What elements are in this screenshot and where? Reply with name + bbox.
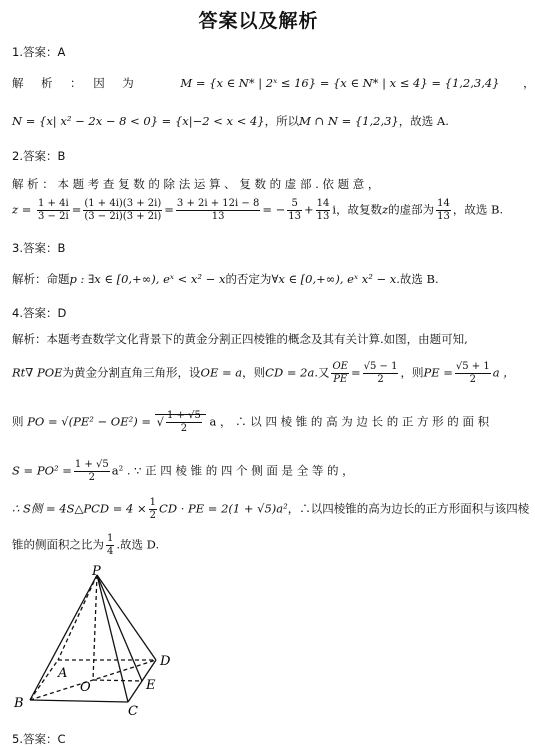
- q4-explanation-line4: S = PO² = $\frac{1 + √5}{2}$ a² . ∵ 正 四 棱 锥 的 四 个 侧 面 是 全 等 的 ，: [12, 459, 354, 483]
- edge-BA: [30, 660, 58, 700]
- q1-answer: 1.答案：A: [12, 45, 66, 59]
- page-title: 答案以及解析: [198, 10, 319, 32]
- pyramid-figure: [0, 564, 200, 719]
- q5-answer: 5.答案：C: [12, 732, 66, 746]
- q3-explanation: 解析：命题p : ∃x ∈ [0,+∞), eˣ < x² − x的否定为∀x ∈ [0,+∞), eˣ x² − x.故选 B.: [12, 272, 439, 286]
- q2-explanation-line2: z = $\frac{1 + 4i}{3 - 2i}$ = $\frac{(1 + 4i)(3 + 2i)}{(3 - 2i)(3 + 2i)}$ = $\frac{3 + 2i + 12i - 8}{13}$ = − $\frac{5}{13}$ + $\frac{14}{13}$ i，故复数z的虚部为 $\frac{14}{13}$ ，故选 B.: [12, 198, 504, 222]
- label-O: O: [80, 680, 91, 695]
- q4-explanation-line6: 锥的侧面积之比为 $\frac{1}{4}$ .故选 D.: [12, 533, 160, 557]
- label-C: C: [128, 704, 138, 719]
- edge-PD: [97, 575, 156, 660]
- q4-explanation-line2: Rt∇ POE为黄金分割直角三角形，设OE = a，则CD = 2a.又 $\frac{OE}{PE}$ = $\frac{√5 - 1}{2}$ ，则PE = $\frac{√5 + 1}{2}$ a ，: [12, 361, 515, 385]
- q1-explanation-line1: 解 析 ： 因 为 M = {x ∈ N* | 2ˣ ≤ 16} = {x ∈ N* | x ≤ 4} = {1,2,3,4} ，: [12, 76, 535, 90]
- q4-answer: 4.答案：D: [12, 306, 67, 320]
- q4-explanation-line3: 则 PO = √(PE² − OE²) = √ $\frac{1 + √5}{2}$ a ， ∴ 以 四 棱 锥 的 高 为 边 长 的 正 方 形 的 面 积: [12, 410, 490, 434]
- q3-answer: 3.答案：B: [12, 241, 66, 255]
- q2-explanation-line1: 解 析 ： 本 题 考 查 复 数 的 除 法 运 算 、 复 数 的 虚 部 . 依 题 意 ，: [12, 177, 380, 191]
- label-A: A: [58, 666, 68, 681]
- label-E: E: [146, 678, 156, 693]
- label-B: B: [14, 696, 24, 711]
- q4-explanation-line5: ∴ S侧 = 4S△PCD = 4 × $\frac{1}{2}$ CD · PE = 2(1 + √5)a²，∴以四棱锥的高为边长的正方形面积与该四棱: [12, 497, 530, 521]
- q1-explanation-line2: N = {x| x² − 2x − 8 < 0} = {x|−2 < x < 4}，所以M ∩ N = {1,2,3}，故选 A.: [12, 114, 449, 128]
- label-D: D: [160, 654, 171, 669]
- label-P: P: [92, 564, 101, 579]
- edge-BC: [30, 700, 128, 702]
- q2-answer: 2.答案：B: [12, 149, 66, 163]
- segment-OE: [93, 680, 142, 681]
- edge-PA: [58, 575, 97, 660]
- q4-explanation-line1: 解析：本题考查数学文化背景下的黄金分割正四棱锥的概念及其有关计算.如图，由题可知,: [12, 332, 468, 346]
- height-PO: [93, 575, 97, 680]
